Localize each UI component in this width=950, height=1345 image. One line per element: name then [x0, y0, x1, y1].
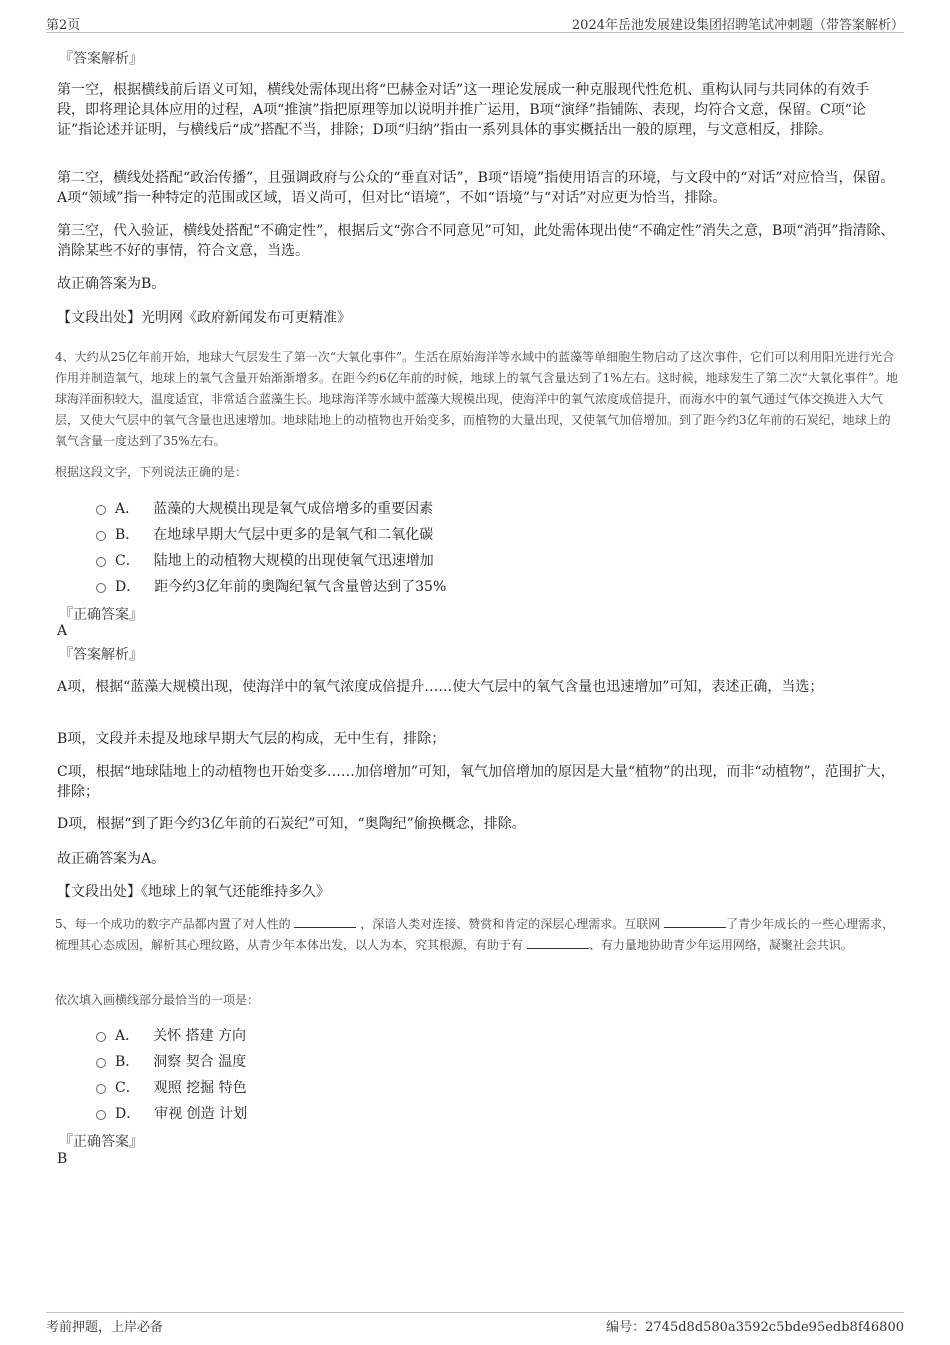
q3-analysis-paragraph-3: 第三空，代入验证，横线处搭配“不确定性”，根据后文“弥合不同意见”可知，此处需体现出使“不确定性”消失之意，B项“消弭”指清除、消除某些不好的事情，符合文意，当选。 [57, 223, 895, 259]
q4-analysis-a: A项，根据“蓝藻大规模出现，使海洋中的氧气浓度成倍提升……使大气层中的氧气含量也迅速增加”可知，表述正确，当选； [57, 679, 824, 695]
q4-analysis-d: D项，根据“到了距今约3亿年前的石炭纪”可知，“奥陶纪”偷换概念，排除。 [57, 816, 526, 832]
q5-stem: 5、每一个成功的数字产品都内置了对人性的 ，深谙人类对连接、赞赏和肯定的深层心理需求。互联网 了青少年成长的一些心理需求，梳理其心态成因，解析其心理纹路，从青少年本体出发，以人为本，究其根源，有助于有 、有力量地协助青少年运用网络，凝聚社会共识。 [55, 917, 895, 952]
q5-option-c[interactable]: C． 观照 挖掘 特色 [96, 1077, 247, 1097]
q3-analysis-paragraph-2: 第二空，横线处搭配“政治传播”，且强调政府与公众的“垂直对话”，B项“语境”指使用语言的环境，与文段中的“对话”对应恰当，保留。A项“领域”指一种特定的范围或区域，语义尚可，但对比“语境”，不如“语境”与“对话”对应更为恰当，排除。 [57, 170, 895, 206]
page-number: 第2页 [46, 18, 81, 33]
q4-analysis-b: B项，文段并未提及地球早期大气层的构成，无中生有，排除； [57, 731, 446, 747]
document-serial: 编号：2745d8d580a3592c5bde95edb8f46800 [606, 1320, 904, 1335]
blank-1 [294, 915, 356, 928]
document-title: 2024年岳池发展建设集团招聘笔试冲刺题（带答案解析） [571, 18, 904, 33]
q4-stem: 4、大约从25亿年前开始，地球大气层发生了第一次“大氧化事件”。生活在原始海洋等水域中的蓝藻等单细胞生物启动了这次事件，它们可以利用阳光进行光合作用并制造氧气，地球上的氧气含量开始渐渐增多。在距今约6亿年前的时候，地球上的氧气含量达到了1%左右。这时候，地球发生了第二次“大氧化事件”。地球海洋面积较大，温度适宜，非常适合蓝藻生长。地球海洋等水域中蓝藻大规模出现，使海洋中的氧气浓度成倍提升，而海水中的氧气通过气体交换进入大气层，又使大气层中的氧气含量也迅速增加。地球陆地上的动植物也开始变多，而植物的大量出现，又使氧气加倍增加。到了距今约3亿年前的石炭纪，地球上的氧气含量一度达到了35%左右。 [55, 350, 898, 448]
q3-analysis-paragraph-1: 第一空，根据横线前后语义可知，横线处需体现出将“巴赫金对话”这一理论发展成一种克服现代性危机、重构认同与共同体的有效手段，即将理论具体应用的过程，A项“推演”指把原理等加以说明并推广运用，B项“演绎”指铺陈、表现，均符合文意，保留。C项“论证”指论述并证明，与横线后“成”搭配不当，排除；D项“归纳”指由一系列具体的事实概括出一般的原理，与文意相反，排除。 [57, 82, 870, 138]
q5-option-b[interactable]: B． 洞察 契合 温度 [96, 1051, 246, 1071]
q4-option-c[interactable]: C． 陆地上的动植物大规模的出现使氧气迅速增加 [96, 550, 434, 570]
radio-icon[interactable] [96, 531, 106, 541]
q5-answer-label: 『正确答案』 [59, 1134, 143, 1150]
q4-answer-label: 『正确答案』 [59, 607, 143, 623]
radio-icon[interactable] [96, 583, 106, 593]
radio-icon[interactable] [96, 505, 106, 515]
q5-option-a[interactable]: A． 关怀 搭建 方向 [96, 1025, 246, 1045]
q3-conclusion: 故正确答案为B。 [57, 276, 166, 292]
q4-option-b[interactable]: B． 在地球早期大气层中更多的是氧气和二氧化碳 [96, 524, 433, 544]
radio-icon[interactable] [96, 1058, 106, 1068]
radio-icon[interactable] [96, 1084, 106, 1094]
radio-icon[interactable] [96, 1032, 106, 1042]
radio-icon[interactable] [96, 557, 106, 567]
q5-question: 依次填入画横线部分最恰当的一项是： [55, 993, 260, 1007]
q4-source: 【文段出处】《地球上的氧气还能维持多久》 [57, 884, 330, 900]
q4-conclusion: 故正确答案为A。 [57, 851, 166, 867]
page-header [46, 12, 904, 33]
blank-2 [664, 915, 726, 928]
q4-analysis-c: C项，根据“地球陆地上的动植物也开始变多……加倍增加”可知，氧气加倍增加的原因是大量“植物”的出现，而非“动植物”，范围扩大，排除； [57, 764, 895, 800]
radio-icon[interactable] [96, 1110, 106, 1120]
q5-option-d[interactable]: D． 审视 创造 计划 [96, 1103, 247, 1123]
q4-question: 根据这段文字，下列说法正确的是： [55, 465, 248, 479]
q3-source: 【文段出处】光明网《政府新闻发布可更精准》 [57, 310, 351, 326]
blank-3 [527, 936, 589, 949]
page-footer [46, 1312, 904, 1333]
q4-option-d[interactable]: D． 距今约3亿年前的奥陶纪氧气含量曾达到了35% [96, 576, 446, 596]
q4-option-a[interactable]: A． 蓝藻的大规模出现是氧气成倍增多的重要因素 [96, 498, 433, 518]
q4-answer: A [57, 623, 68, 639]
q4-analysis-label: 『答案解析』 [59, 647, 143, 663]
q3-analysis-label: 『答案解析』 [59, 51, 143, 67]
q5-answer: B [57, 1151, 68, 1167]
footer-slogan: 考前押题，上岸必备 [46, 1320, 164, 1335]
